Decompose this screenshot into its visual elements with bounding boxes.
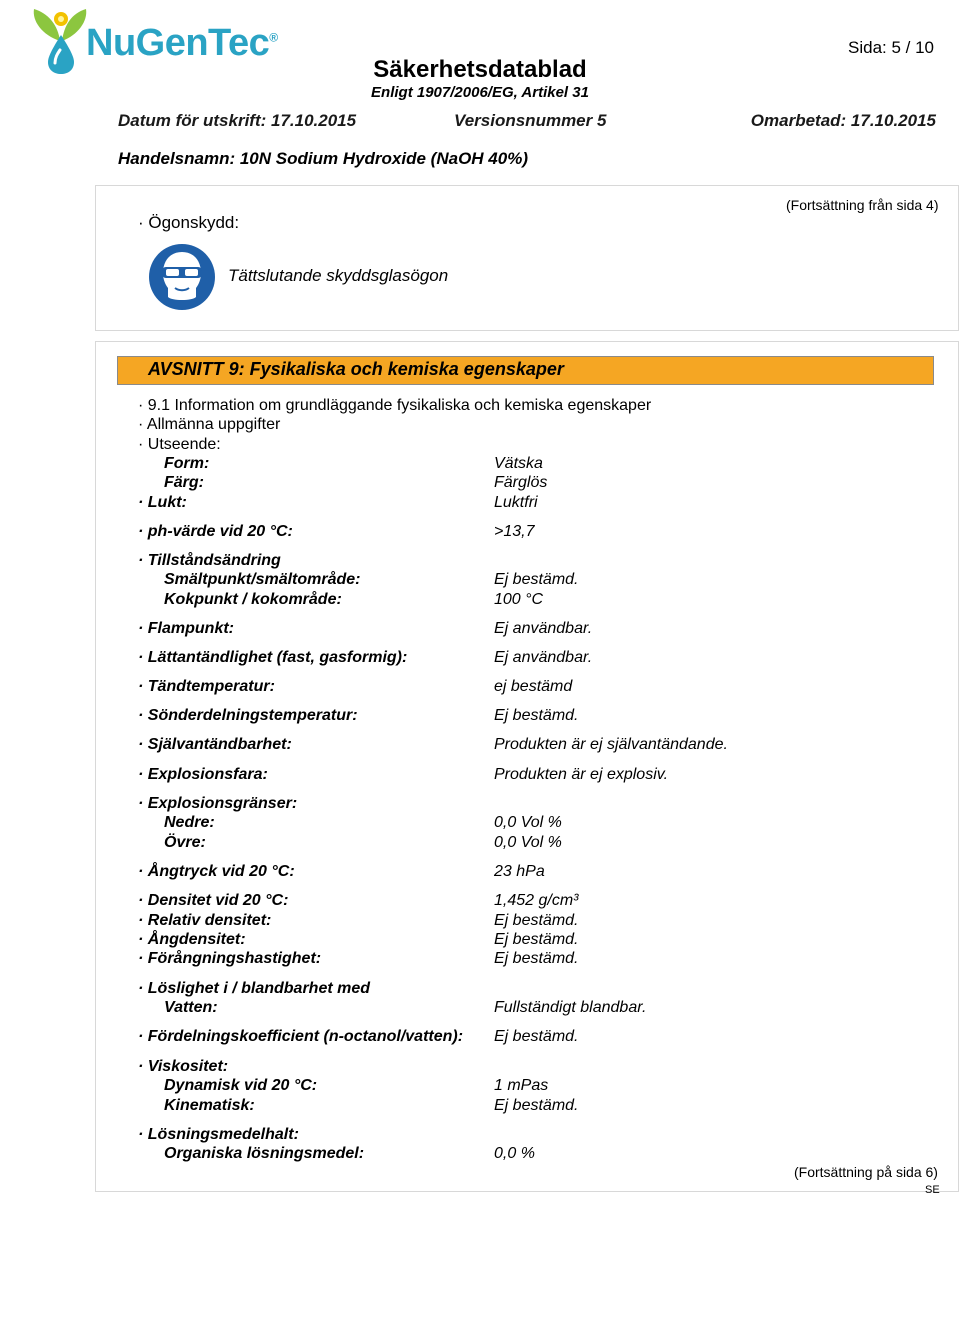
property-value: Vätska bbox=[494, 455, 543, 472]
continued-from-note: (Fortsättning från sida 4) bbox=[786, 197, 939, 213]
revised-date: Omarbetad: 17.10.2015 bbox=[750, 111, 936, 130]
property-label: · Explosionsgränser: bbox=[138, 795, 298, 812]
property-label: Kokpunkt / kokområde: bbox=[164, 591, 342, 608]
property-label: Övre: bbox=[164, 834, 206, 851]
eye-protection-text: Tättslutande skyddsglasögon bbox=[228, 266, 449, 285]
property-value: 23 hPa bbox=[494, 863, 545, 880]
property-value: 1 mPas bbox=[494, 1077, 549, 1094]
property-label: · Explosionsfara: bbox=[138, 766, 268, 783]
property-label: · Lättantändlighet (fast, gasformig): bbox=[138, 649, 408, 666]
property-value: 0,0 % bbox=[494, 1145, 535, 1162]
property-value: 100 °C bbox=[494, 591, 544, 608]
property-label: · ph-värde vid 20 °C: bbox=[138, 523, 293, 540]
property-value: Produkten är ej explosiv. bbox=[494, 766, 669, 783]
property-value: Ej bestämd. bbox=[494, 950, 579, 967]
property-value: 1,452 g/cm³ bbox=[494, 892, 579, 909]
version-number: Versionsnummer 5 bbox=[454, 111, 607, 130]
property-value: ej bestämd bbox=[494, 678, 573, 695]
property-label: Organiska lösningsmedel: bbox=[164, 1145, 365, 1162]
document-title: Säkerhetsdatablad bbox=[373, 56, 587, 83]
property-label: · Flampunkt: bbox=[138, 620, 234, 637]
property-value: Ej bestämd. bbox=[494, 1028, 579, 1045]
safety-goggles-icon bbox=[148, 243, 216, 311]
eye-protection-label: · Ögonskydd: bbox=[138, 213, 240, 232]
property-value: >13,7 bbox=[494, 523, 535, 540]
property-value: Produkten är ej självantändande. bbox=[494, 736, 728, 753]
property-label: Form: bbox=[164, 455, 210, 472]
property-label: · Densitet vid 20 °C: bbox=[138, 892, 289, 909]
property-label: Vatten: bbox=[164, 999, 218, 1016]
property-label: · Tändtemperatur: bbox=[138, 678, 275, 695]
property-value: Ej användbar. bbox=[494, 649, 593, 666]
meta-row bbox=[118, 111, 936, 133]
logo-wordmark: NuGenTec® bbox=[86, 22, 278, 64]
product-name: Handelsnamn: 10N Sodium Hydroxide (NaOH 40%) bbox=[118, 149, 528, 168]
property-label: · Förångningshastighet: bbox=[138, 950, 322, 967]
property-label: · Fördelningskoefficient (n-octanol/vatten): bbox=[138, 1028, 464, 1045]
property-label: Nedre: bbox=[164, 814, 215, 831]
property-label: · Sönderdelningstemperatur: bbox=[138, 707, 358, 724]
section-title: AVSNITT 9: Fysikaliska och kemiska egenskaper bbox=[148, 359, 564, 379]
property-value: Ej bestämd. bbox=[494, 571, 579, 588]
property-value: 0,0 Vol % bbox=[494, 814, 562, 831]
property-label: · Lukt: bbox=[138, 494, 187, 511]
property-label: · Allmänna uppgifter bbox=[138, 416, 281, 433]
print-date: Datum för utskrift: 17.10.2015 bbox=[118, 111, 357, 130]
property-label: Färg: bbox=[164, 474, 204, 491]
property-value: Ej användbar. bbox=[494, 620, 593, 637]
page-number: Sida: 5 / 10 bbox=[848, 38, 935, 57]
property-value: Ej bestämd. bbox=[494, 931, 579, 948]
property-label: Kinematisk: bbox=[164, 1097, 255, 1114]
property-value: Ej bestämd. bbox=[494, 912, 579, 929]
property-label: · Relativ densitet: bbox=[138, 912, 272, 929]
property-label: Smältpunkt/smältområde: bbox=[164, 571, 361, 588]
property-value: Ej bestämd. bbox=[494, 1097, 579, 1114]
property-value: Fullständigt blandbar. bbox=[494, 999, 647, 1016]
property-value: Färglös bbox=[494, 474, 548, 491]
property-label: · Utseende: bbox=[138, 436, 221, 453]
property-label: Dynamisk vid 20 °C: bbox=[164, 1077, 318, 1094]
property-label: · 9.1 Information om grundläggande fysikaliska och kemiska egenskaper bbox=[138, 397, 652, 414]
language-code: SE bbox=[925, 1184, 940, 1196]
property-label: · Tillståndsändring bbox=[138, 552, 281, 569]
property-value: Ej bestämd. bbox=[494, 707, 579, 724]
document-subtitle: Enligt 1907/2006/EG, Artikel 31 bbox=[371, 84, 589, 101]
property-value: 0,0 Vol % bbox=[494, 834, 562, 851]
property-label: · Löslighet i / blandbarhet med bbox=[138, 980, 371, 997]
property-label: · Lösningsmedelhalt: bbox=[138, 1126, 299, 1143]
property-label: · Ångdensitet: bbox=[138, 931, 246, 948]
property-value: Luktfri bbox=[494, 494, 538, 511]
property-label: · Ångtryck vid 20 °C: bbox=[138, 863, 295, 880]
property-label: · Självantändbarhet: bbox=[138, 736, 292, 753]
continued-to-note: (Fortsättning på sida 6) bbox=[794, 1164, 938, 1180]
property-label: · Viskositet: bbox=[138, 1058, 229, 1075]
